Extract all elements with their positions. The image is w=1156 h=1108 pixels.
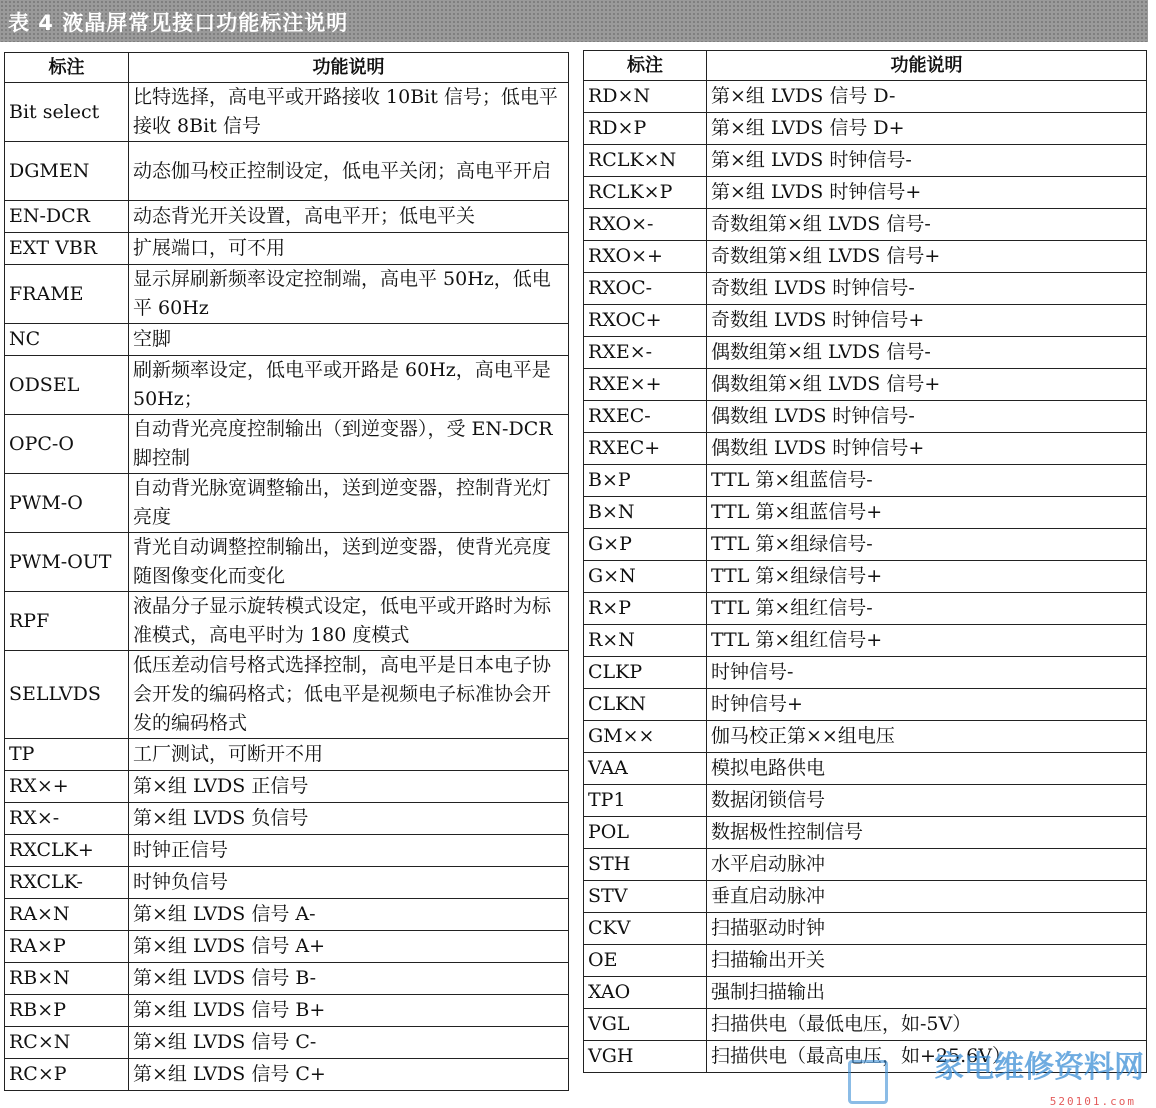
- row-description: 水平启动脉冲: [707, 849, 1147, 881]
- row-label: TP: [5, 739, 129, 771]
- table-row: [584, 689, 1147, 721]
- row-label: PWM-O: [5, 474, 129, 533]
- table-row: [5, 963, 569, 995]
- table-row: [5, 835, 569, 867]
- row-description: 第×组 LVDS 信号 C-: [129, 1027, 569, 1059]
- row-label: RXE×+: [584, 369, 707, 401]
- right-table-body: [584, 81, 1147, 1073]
- row-description: 奇数组第×组 LVDS 信号+: [707, 241, 1147, 273]
- row-description: 刷新频率设定，低电平或开路是 60Hz，高电平是 50Hz；: [129, 356, 569, 415]
- left-header-desc: 功能说明: [129, 53, 569, 83]
- table-row: [584, 913, 1147, 945]
- left-table: [4, 52, 569, 1091]
- row-description: 第×组 LVDS 信号 A+: [129, 931, 569, 963]
- row-label: RXEC-: [584, 401, 707, 433]
- row-label: ODSEL: [5, 356, 129, 415]
- row-description: TTL 第×组蓝信号-: [707, 465, 1147, 497]
- row-label: VAA: [584, 753, 707, 785]
- row-description: 第×组 LVDS 信号 D+: [707, 113, 1147, 145]
- table-row: [5, 265, 569, 324]
- table-row: [584, 497, 1147, 529]
- table-row: [5, 995, 569, 1027]
- table-row: [584, 433, 1147, 465]
- table-row: [5, 931, 569, 963]
- row-label: RXOC+: [584, 305, 707, 337]
- row-label: VGH: [584, 1041, 707, 1073]
- table-row: [5, 533, 569, 592]
- table-row: [5, 142, 569, 201]
- row-label: RA×N: [5, 899, 129, 931]
- row-label: SELLVDS: [5, 651, 129, 739]
- table-row: [5, 803, 569, 835]
- row-label: CLKN: [584, 689, 707, 721]
- row-description: 第×组 LVDS 正信号: [129, 771, 569, 803]
- row-description: 时钟信号+: [707, 689, 1147, 721]
- row-description: 数据闭锁信号: [707, 785, 1147, 817]
- row-label: RXCLK-: [5, 867, 129, 899]
- table-row: [584, 273, 1147, 305]
- row-description: 空脚: [129, 324, 569, 356]
- table-row: [5, 899, 569, 931]
- watermark-text: 家电维修资料网: [934, 1050, 1144, 1085]
- row-description: 垂直启动脉冲: [707, 881, 1147, 913]
- table-row: [584, 529, 1147, 561]
- table-row: [5, 356, 569, 415]
- row-description: 第×组 LVDS 信号 A-: [129, 899, 569, 931]
- row-label: RX×-: [5, 803, 129, 835]
- row-description: 自动背光亮度控制输出（到逆变器），受 EN-DCR 脚控制: [129, 415, 569, 474]
- watermark-logo-icon: [848, 1060, 888, 1104]
- table-row: [584, 401, 1147, 433]
- row-label: RXO×-: [584, 209, 707, 241]
- left-table-body: [5, 83, 569, 1091]
- table-row: [584, 561, 1147, 593]
- row-description: 显示屏刷新频率设定控制端，高电平 50Hz，低电平 60Hz: [129, 265, 569, 324]
- row-label: RCLK×P: [584, 177, 707, 209]
- table-row: [584, 945, 1147, 977]
- table-row: [5, 592, 569, 651]
- row-description: TTL 第×组蓝信号+: [707, 497, 1147, 529]
- row-label: GM××: [584, 721, 707, 753]
- row-label: FRAME: [5, 265, 129, 324]
- table-row: [584, 145, 1147, 177]
- row-label: RC×N: [5, 1027, 129, 1059]
- row-description: 第×组 LVDS 时钟信号-: [707, 145, 1147, 177]
- row-label: RB×N: [5, 963, 129, 995]
- table-row: [584, 657, 1147, 689]
- table-row: [584, 849, 1147, 881]
- row-label: B×P: [584, 465, 707, 497]
- row-label: RA×P: [5, 931, 129, 963]
- row-description: 第×组 LVDS 信号 D-: [707, 81, 1147, 113]
- table-row: [584, 337, 1147, 369]
- row-description: TTL 第×组红信号+: [707, 625, 1147, 657]
- row-label: VGL: [584, 1009, 707, 1041]
- table-row: [584, 721, 1147, 753]
- row-description: TTL 第×组红信号-: [707, 593, 1147, 625]
- row-label: XAO: [584, 977, 707, 1009]
- row-label: RB×P: [5, 995, 129, 1027]
- row-description: 低压差动信号格式选择控制，高电平是日本电子协会开发的编码格式；低电平是视频电子标准协会开发的编码格式: [129, 651, 569, 739]
- row-description: 第×组 LVDS 负信号: [129, 803, 569, 835]
- table-row: [584, 593, 1147, 625]
- row-label: CLKP: [584, 657, 707, 689]
- table-row: [584, 817, 1147, 849]
- left-header-label: 标注: [5, 53, 129, 83]
- row-label: RXO×+: [584, 241, 707, 273]
- row-description: 奇数组 LVDS 时钟信号-: [707, 273, 1147, 305]
- row-label: RC×P: [5, 1059, 129, 1091]
- table-row: [5, 83, 569, 142]
- row-description: 偶数组第×组 LVDS 信号+: [707, 369, 1147, 401]
- row-description: 扫描供电（最低电压，如-5V）: [707, 1009, 1147, 1041]
- row-label: RXOC-: [584, 273, 707, 305]
- row-description: 强制扫描输出: [707, 977, 1147, 1009]
- table-row: [584, 241, 1147, 273]
- row-label: R×N: [584, 625, 707, 657]
- row-description: TTL 第×组绿信号-: [707, 529, 1147, 561]
- row-label: EXT VBR: [5, 233, 129, 265]
- left-header-row: [5, 53, 569, 83]
- table-row: [5, 474, 569, 533]
- row-label: TP1: [584, 785, 707, 817]
- table-row: [584, 785, 1147, 817]
- row-description: 扩展端口，可不用: [129, 233, 569, 265]
- table-row: [5, 1027, 569, 1059]
- row-label: G×P: [584, 529, 707, 561]
- right-header-label: 标注: [584, 51, 707, 81]
- row-label: RD×P: [584, 113, 707, 145]
- row-description: 时钟正信号: [129, 835, 569, 867]
- watermark-url: 520101.com: [1049, 1095, 1136, 1108]
- table-row: [584, 209, 1147, 241]
- row-description: 数据极性控制信号: [707, 817, 1147, 849]
- row-label: RXE×-: [584, 337, 707, 369]
- table-row: [584, 305, 1147, 337]
- row-label: EN-DCR: [5, 201, 129, 233]
- row-label: RD×N: [584, 81, 707, 113]
- row-label: RXCLK+: [5, 835, 129, 867]
- row-description: 伽马校正第××组电压: [707, 721, 1147, 753]
- row-description: 时钟信号-: [707, 657, 1147, 689]
- row-description: 动态伽马校正控制设定，低电平关闭；高电平开启: [129, 142, 569, 201]
- table-row: [584, 465, 1147, 497]
- row-description: 偶数组 LVDS 时钟信号+: [707, 433, 1147, 465]
- row-description: 工厂测试，可断开不用: [129, 739, 569, 771]
- table-row: [584, 977, 1147, 1009]
- row-label: G×N: [584, 561, 707, 593]
- table-row: [5, 324, 569, 356]
- row-description: 第×组 LVDS 时钟信号+: [707, 177, 1147, 209]
- table-row: [5, 651, 569, 739]
- row-label: OE: [584, 945, 707, 977]
- row-label: B×N: [584, 497, 707, 529]
- row-description: 背光自动调整控制输出，送到逆变器，使背光亮度随图像变化而变化: [129, 533, 569, 592]
- row-description: 奇数组 LVDS 时钟信号+: [707, 305, 1147, 337]
- table-row: [584, 81, 1147, 113]
- right-table: [583, 50, 1147, 1073]
- row-label: RX×+: [5, 771, 129, 803]
- row-description: 扫描供电（最高电压，如+25.6V）: [707, 1041, 1147, 1073]
- table-row: [5, 867, 569, 899]
- table-row: [5, 739, 569, 771]
- row-description: 比特选择，高电平或开路接收 10Bit 信号；低电平接收 8Bit 信号: [129, 83, 569, 142]
- table-row: [5, 1059, 569, 1091]
- row-description: 模拟电路供电: [707, 753, 1147, 785]
- row-description: 第×组 LVDS 信号 C+: [129, 1059, 569, 1091]
- row-label: R×P: [584, 593, 707, 625]
- table-row: [5, 201, 569, 233]
- row-description: 第×组 LVDS 信号 B+: [129, 995, 569, 1027]
- table-row: [584, 625, 1147, 657]
- row-description: 液晶分子显示旋转模式设定，低电平或开路时为标准模式，高电平时为 180 度模式: [129, 592, 569, 651]
- row-label: RPF: [5, 592, 129, 651]
- table-row: [584, 753, 1147, 785]
- row-label: CKV: [584, 913, 707, 945]
- table-row: [584, 113, 1147, 145]
- table-row: [5, 415, 569, 474]
- row-label: OPC-O: [5, 415, 129, 474]
- row-label: PWM-OUT: [5, 533, 129, 592]
- table-title: 表 4 液晶屏常见接口功能标注说明: [8, 11, 349, 35]
- row-label: RCLK×N: [584, 145, 707, 177]
- row-label: NC: [5, 324, 129, 356]
- row-description: 扫描驱动时钟: [707, 913, 1147, 945]
- table-row: [5, 233, 569, 265]
- row-description: 自动背光脉宽调整输出，送到逆变器，控制背光灯亮度: [129, 474, 569, 533]
- row-label: STV: [584, 881, 707, 913]
- table-row: [584, 369, 1147, 401]
- row-description: 偶数组 LVDS 时钟信号-: [707, 401, 1147, 433]
- row-label: STH: [584, 849, 707, 881]
- table-row: [5, 771, 569, 803]
- row-label: DGMEN: [5, 142, 129, 201]
- table-row: [584, 881, 1147, 913]
- table-row: [584, 177, 1147, 209]
- title-bar: [0, 0, 1148, 42]
- row-description: 时钟负信号: [129, 867, 569, 899]
- right-header-row: [584, 51, 1147, 81]
- row-label: POL: [584, 817, 707, 849]
- row-description: 奇数组第×组 LVDS 信号-: [707, 209, 1147, 241]
- row-description: 动态背光开关设置，高电平开；低电平关: [129, 201, 569, 233]
- row-description: TTL 第×组绿信号+: [707, 561, 1147, 593]
- right-header-desc: 功能说明: [707, 51, 1147, 81]
- row-description: 第×组 LVDS 信号 B-: [129, 963, 569, 995]
- row-label: Bit select: [5, 83, 129, 142]
- row-label: RXEC+: [584, 433, 707, 465]
- row-description: 扫描输出开关: [707, 945, 1147, 977]
- table-row: [584, 1009, 1147, 1041]
- row-description: 偶数组第×组 LVDS 信号-: [707, 337, 1147, 369]
